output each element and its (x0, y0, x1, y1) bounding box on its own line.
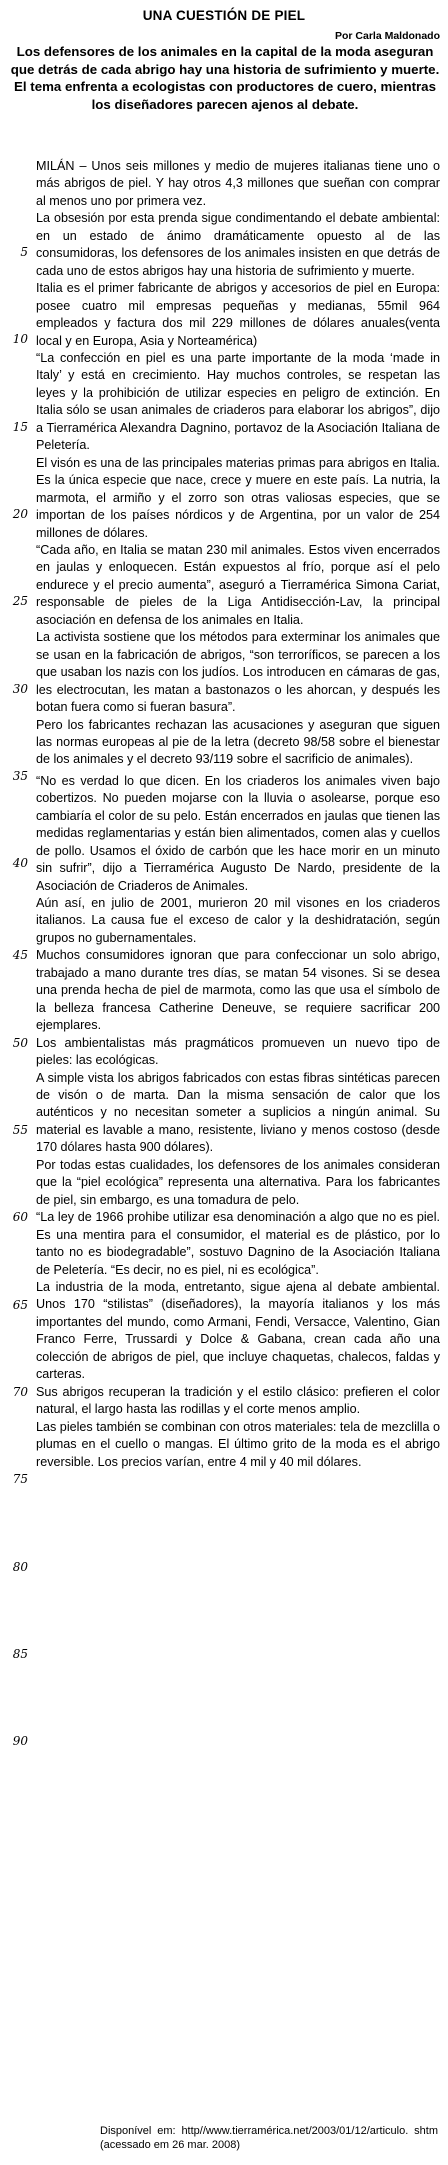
line-number: 5 (20, 245, 28, 259)
line-number: 75 (12, 1472, 28, 1486)
line-number: 10 (12, 332, 28, 346)
line-number: 40 (12, 856, 28, 870)
line-number: 90 (12, 1734, 28, 1748)
paragraph: Las pieles también se combinan con otros materiales: tela de mezclilla o plumas en el cuello o mangas. El último grito de la moda es el abrigo reversible. Los precios varían, entre 4 mil y 40 mil dólares. (36, 1419, 440, 1469)
paragraph: Los ambientalistas más pragmáticos promueven un nuevo tipo de pieles: las ecológicas. (36, 1035, 440, 1068)
paragraph: Muchos consumidores ignoran que para confeccionar un solo abrigo, trabajado a mano durante tres días, se matan 54 visones. Si se desea una prenda hecha de piel de marmota, como las que usa el símbolo de la belleza francesa Catherine Deneuve, se requiere sacrificar 200 ejemplares. (36, 948, 440, 1033)
paragraph: Sus abrigos recuperan la tradición y el estilo clásico: prefieren el color natural, el largo hasta las rodillas y el corte menos amplio. (36, 1384, 440, 1417)
line-number: 20 (12, 507, 28, 521)
line-number: 85 (12, 1647, 28, 1661)
line-number: 55 (12, 1123, 28, 1137)
paragraph: “La confección en piel es una parte importante de la moda ‘made in Italy’ y está en crecimiento. Hay muchos controles, se respetan las leyes y la prohibición de utilizar especies en peligro de extinción. En Italia sólo se usan animales de criaderos para elaborar los abrigos”, dijo a Tierramérica Alexandra Dagnino, portavoz de la Asociación Italiana de Peletería. (36, 350, 440, 453)
paragraph: La obsesión por esta prenda sigue condimentando el debate ambiental: en un estado de ánimo dramáticamente opuesto al de las consumidoras, los defensores de los animales insisten en que detrás de cada uno de estos abrigos hay una historia de sufrimiento y muerte. (36, 211, 440, 278)
line-number: 60 (12, 1210, 28, 1224)
paragraph: “La ley de 1966 prohibe utilizar esa denominación a algo que no es piel. Es una mentira para el consumidor, el material es de plástico, por lo tanto no es biodegradable”, sostuvo Dagnino de la Asociación Italiana de Peletería. “Es decir, no es piel, ni es ecológica”. (36, 1210, 440, 1277)
line-number: 30 (12, 682, 28, 696)
article-byline: Por Carla Maldonado (334, 30, 440, 42)
paragraph: “Cada año, en Italia se matan 230 mil animales. Estos viven encerrados en jaulas y enloquecen. Están expuestos al frío, porque así el pelo endurece y el precio aumenta”, aseguró a Tierramérica Simona Cariat, responsable de pieles de la Liga Antidisección-Lav, la principal asociación en defensa de los animales en Italia. (36, 542, 440, 627)
source-citation: Disponível em: http//www.tierramérica.net/2003/01/12/articulo. shtm (acessado em 26 mar. 2008) (100, 2125, 438, 2151)
line-number: 45 (12, 948, 28, 962)
paragraph: A simple vista los abrigos fabricados con estas fibras sintéticas parecen de visón o de marta. Dan la misma sensación de calor que los auténticos y no necesitan someter a suplicios a ningún animal. Su material es lavable a mano, resistente, liviano y menos costoso (desde 170 dólares hasta 900 dólares). (36, 1070, 440, 1155)
paragraph: Pero los fabricantes rechazan las acusaciones y aseguran que siguen las normas europeas al pie de la letra (decreto 98/58 sobre el bienestar de los animales y el decreto 93/119 sobre el sacrificio de animales). (36, 717, 440, 767)
line-number: 25 (12, 594, 28, 608)
paragraph: El visón es una de las principales materias primas para abrigos en Italia. Es la única especie que nace, crece y muere en este país. La nutria, la marmota, el armiño y el zorro son otras valiosas especies, que se importan de los países nórdicos y de Argentina, por un valor de 254 millones de dólares. (36, 455, 440, 540)
line-number: 70 (12, 1385, 28, 1399)
paragraph: Aún así, en julio de 2001, murieron 20 mil visones en los criaderos italianos. La causa fue el exceso de calor y la deshidratación, según grupos no gubernamentales. (36, 896, 440, 945)
paragraph: La activista sostiene que los métodos para exterminar los animales que se usan en la fabricación de abrigos, “son terroríficos, se parecen a los que usaban los nazis con los judíos. Los introducen en cámaras de gas, les electrocutan, les matan a bastonazos o les ahorcan, y después les botan fuera como si fueran basura”. (36, 630, 440, 715)
line-number: 35 (12, 769, 28, 783)
article-body (36, 158, 440, 1471)
paragraph: MILÁN – Unos seis millones y medio de mujeres italianas tiene uno o más abrigos de piel. Y hay otros 4,3 millones que sueñan con comprar al menos uno por primera vez. (36, 159, 440, 208)
paragraph: La industria de la moda, entretanto, sigue ajena al debate ambiental. Unos 170 “stilistas” (diseñadores), la mayoría italianos y los más importantes del mundo, como Armani, Fendi, Versacce, Valentino, Gian Franco Ferre, Trussardi y Dolce & Gabana, crean cada año una colección de abrigos de piel, que incluye chaquetas, chalecos, faldas y carteras. (36, 1280, 440, 1382)
line-number: 15 (12, 420, 28, 434)
line-number: 50 (12, 1036, 28, 1050)
line-number: 80 (12, 1560, 28, 1574)
paragraph: Italia es el primer fabricante de abrigos y accesorios de piel en Europa: posee cuatro mil empresas pequeñas y medianas, 55mil 964 empleados y factura dos mil 229 millones de dólares anuales(venta local y en Europa, Asia y Norteamérica) (36, 281, 440, 348)
paragraph: “No es verdad lo que dicen. En los criaderos los animales viven bajo cobertizos. No pueden mojarse con la lluvia o asolearse, porque eso cambiaría el color de su pelo. Están encerrados en jaulas que tienen las medidas reglamentarias y están bien alimentados, comen alas y cuellos de pollo. Usamos el óxido de carbón que les hace morir en un minuto sin sufrir”, dijo a Tierramérica Augusto De Nardo, presidente de la Asociación de Criaderos de Animales. (36, 773, 440, 893)
paragraph: Por todas estas cualidades, los defensores de los animales consideran que la “piel ecológica” representa una alternativa. Para los fabricantes de piel, sin embargo, es una tomadura de pelo. (36, 1157, 440, 1207)
article-title: UNA CUESTIÓN DE PIEL (142, 8, 306, 23)
article-lead: Los defensores de los animales en la capital de la moda aseguran que detrás de cada abrigo hay una historia de sufrimiento y muerte. El tema enfrenta a ecologistas con productores de cuero, mientras los diseñadores parecen ajenos al debate. (10, 44, 440, 112)
line-number: 65 (12, 1298, 28, 1312)
